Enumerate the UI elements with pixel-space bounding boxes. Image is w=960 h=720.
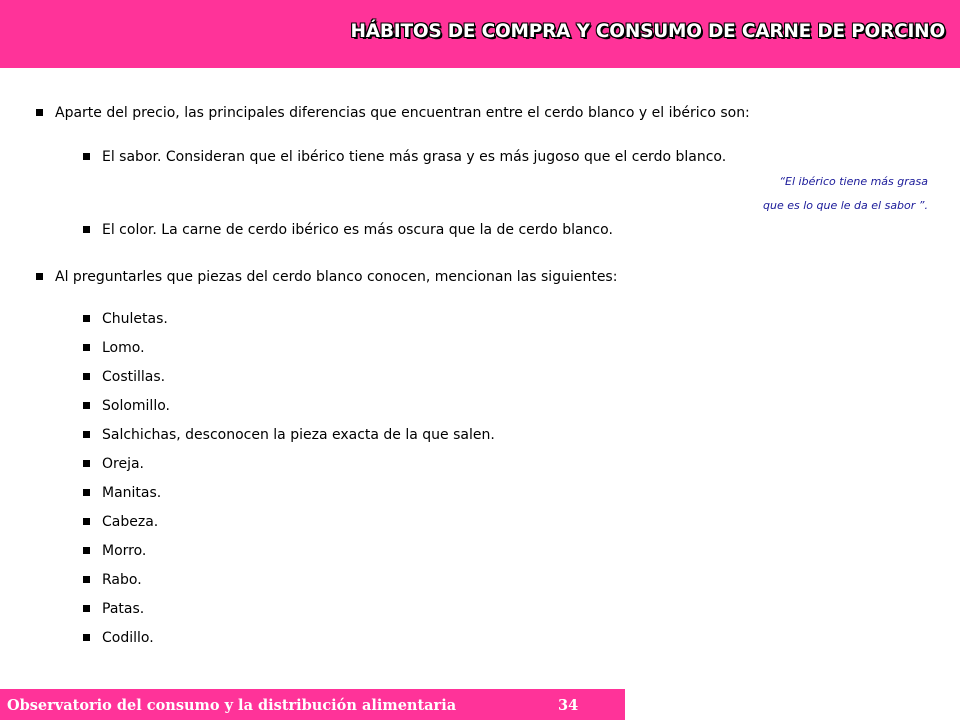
square-bullet-icon xyxy=(36,109,43,116)
list-item-text: Morro. xyxy=(102,543,147,559)
square-bullet-icon xyxy=(83,547,90,554)
square-bullet-icon xyxy=(36,273,43,280)
page-number: 34 xyxy=(558,697,579,714)
list-item-text: Chuletas. xyxy=(102,311,168,327)
quote-line: que es lo que le da el sabor ”. xyxy=(763,199,928,212)
square-bullet-icon xyxy=(83,344,90,351)
header-bar xyxy=(0,0,960,68)
list-item-text: Manitas. xyxy=(102,485,162,501)
list-item-text: Solomillo. xyxy=(102,398,170,414)
list-item-text: Lomo. xyxy=(102,340,145,356)
square-bullet-icon xyxy=(83,373,90,380)
list-item-text: Salchichas, desconocen la pieza exacta de la que salen. xyxy=(102,427,495,443)
list-item-text: Cabeza. xyxy=(102,514,159,530)
bullet-text: El color. La carne de cerdo ibérico es más oscura que la de cerdo blanco. xyxy=(102,222,613,238)
square-bullet-icon xyxy=(83,460,90,467)
square-bullet-icon xyxy=(83,518,90,525)
list-item-text: Oreja. xyxy=(102,456,144,472)
list-item-text: Codillo. xyxy=(102,630,154,646)
quote-line: “El ibérico tiene más grasa xyxy=(779,175,928,188)
square-bullet-icon xyxy=(83,315,90,322)
list-item-text: Costillas. xyxy=(102,369,166,385)
square-bullet-icon xyxy=(83,431,90,438)
square-bullet-icon xyxy=(83,576,90,583)
square-bullet-icon xyxy=(83,402,90,409)
square-bullet-icon xyxy=(83,226,90,233)
bullet-text: Al preguntarles que piezas del cerdo blanco conocen, mencionan las siguientes: xyxy=(55,269,618,285)
square-bullet-icon xyxy=(83,153,90,160)
list-item-text: Rabo. xyxy=(102,572,142,588)
list-item-text: Patas. xyxy=(102,601,145,617)
square-bullet-icon xyxy=(83,489,90,496)
page-title: HÁBITOS DE COMPRA Y CONSUMO DE CARNE DE PORCINO xyxy=(350,21,945,42)
footer-title: Observatorio del consumo y la distribución alimentaria xyxy=(7,697,457,714)
square-bullet-icon xyxy=(83,605,90,612)
bullet-text: Aparte del precio, las principales diferencias que encuentran entre el cerdo blanco y el ibérico son: xyxy=(55,105,750,121)
bullet-text: El sabor. Consideran que el ibérico tiene más grasa y es más jugoso que el cerdo blanco. xyxy=(102,149,727,165)
footer-bar xyxy=(0,689,625,720)
square-bullet-icon xyxy=(83,634,90,641)
